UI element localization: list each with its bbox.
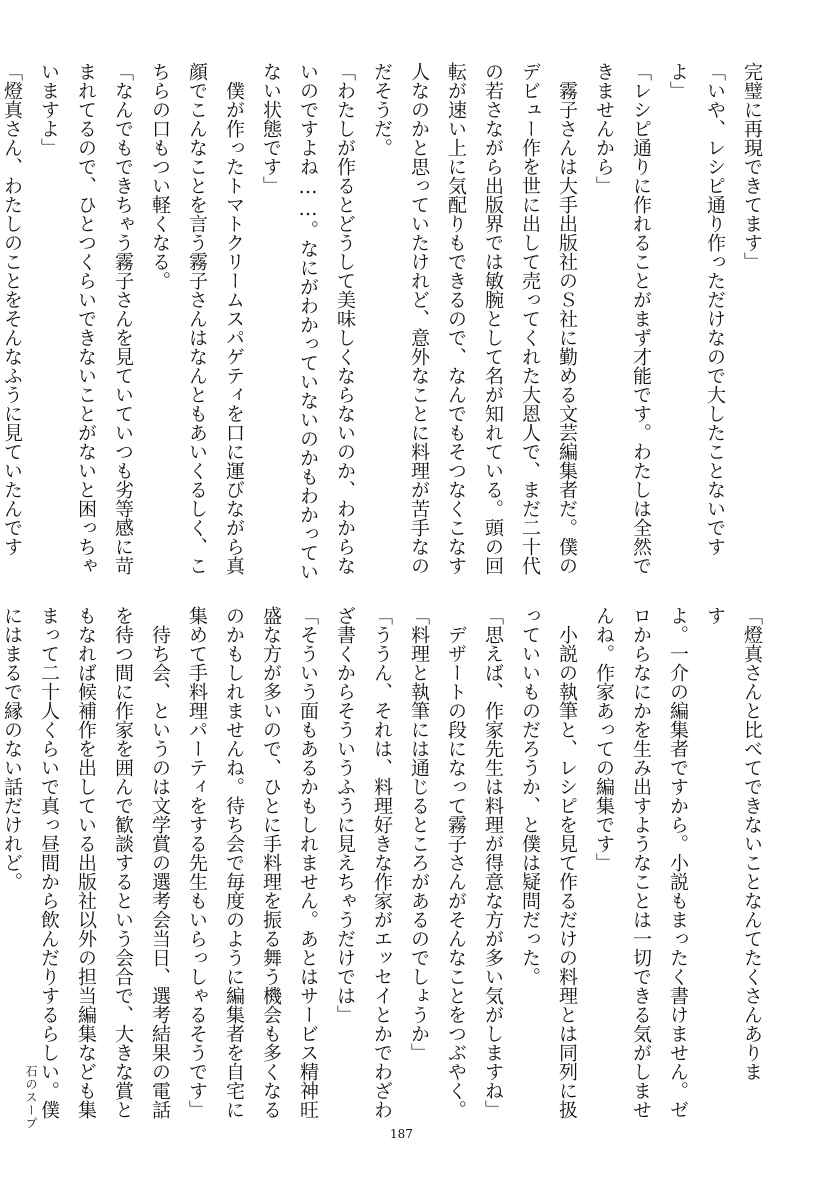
- text-line: にはまるで縁のない話だけれど。: [1, 606, 23, 891]
- text-line: 霧子さんは大手出版社のＳ社に勤める文芸編集者だ。僕の: [556, 62, 578, 575]
- text-line: っていいものだろうか、と僕は疑問だった。: [519, 606, 541, 986]
- text-line: のかもしれませんね。待ち会で毎度のように編集者を自宅に: [223, 606, 245, 1119]
- text-line: まって二十人くらいで真っ昼間から飲んだりするらしい。僕: [38, 606, 60, 1119]
- page-number: 187: [390, 1127, 413, 1141]
- text-line: きませんから」: [593, 62, 615, 195]
- text-line: 「いや、レシピ通り作っただけなので大したことないです: [704, 62, 726, 556]
- text-line: デビュー作を世に出して売ってくれた大恩人で、まだ二十代: [519, 62, 541, 575]
- text-line: いますよ」: [38, 62, 60, 157]
- text-line: を待つ間に作家を囲んで歓談するという会合で、大きな賞と: [112, 606, 134, 1119]
- text-line: よ。一介の編集者ですから。小説もまったく書けません。ゼ: [667, 606, 689, 1119]
- text-line: デザートの段になって霧子さんがそんなことをつぶやく。: [445, 606, 467, 1119]
- text-line: もなれば候補作を出している出版社以外の担当編集なども集: [75, 606, 97, 1119]
- text-line: まれてるので、ひとつくらいできないことがないと困っちゃ: [75, 62, 97, 575]
- text-line: ざ書くからそういうふうに見えちゃうだけでは」: [334, 606, 356, 1024]
- text-line: 僕が作ったトマトクリームスパゲティを口に運びながら真: [223, 62, 245, 575]
- text-line: ちらの口もつい軽くなる。: [149, 62, 171, 290]
- text-line: 完璧に再現できてます」: [741, 62, 763, 271]
- text-line: 人なのかと思っていたけれど、意外なことに料理が苦手なの: [408, 62, 430, 575]
- upper-text-block: [1, 62, 770, 581]
- text-line: 転が速い上に気配りもできるので、なんでもそつなくこなす: [445, 62, 467, 575]
- text-line: 待ち会、というのは文学賞の選考会当日、選考結果の電話: [149, 606, 171, 1119]
- text-line: 「レシピ通りに作れることがまず才能です。わたしは全然で: [630, 62, 652, 575]
- text-line: 「料理と執筆には通じるところがあるのでしょうか」: [408, 606, 430, 1062]
- text-line: ロからなにかを生み出すようなことは一切できる気がしませ: [630, 606, 652, 1119]
- text-line: 「わたしが作るとどうして美味しくならないのか、わからな: [334, 62, 356, 575]
- text-line: 「燈真さん、わたしのことをそんなふうに見ていたんです: [1, 62, 23, 556]
- text-line: 「なんでもできちゃう霧子さんを見ていていつも劣等感に苛: [112, 62, 134, 575]
- text-line: 小説の執筆と、レシピを見て作るだけの料理とは同列に扱: [556, 606, 578, 1119]
- text-line: 顔でこんなことを言う霧子さんはなんともあいくるしく、こ: [186, 62, 208, 575]
- text-line: いのですよね……。なにがわかっていないのかもわかってい: [297, 62, 319, 581]
- text-line: んね。作家あっての編集です」: [593, 606, 615, 872]
- text-line: 「そういう面もあるかもしれません。あとはサービス精神旺: [297, 606, 319, 1119]
- text-line: 「ううん、それは、料理好きな作家がエッセイとかでわざわ: [371, 606, 393, 1119]
- text-line: 盛な方が多いので、ひとに手料理を振る舞う機会も多くなる: [260, 606, 282, 1119]
- text-line: す: [704, 606, 726, 625]
- text-line: 「思えば、作家先生は料理が得意な方が多い気がしますね」: [482, 606, 504, 1119]
- text-line: だそうだ。: [371, 62, 393, 157]
- text-line: 「燈真さんと比べてできないことなんてたくさんありま: [741, 606, 763, 1081]
- text-line: の若さながら出版界では敏腕として名が知れている。頭の回: [482, 62, 504, 575]
- text-line: よ」: [667, 62, 689, 100]
- text-line: ない状態です」: [260, 62, 282, 195]
- text-line: 集めて手料理パーティをする先生もいらっしゃるそうです」: [186, 606, 208, 1119]
- running-title: 石のスープ: [24, 1065, 38, 1130]
